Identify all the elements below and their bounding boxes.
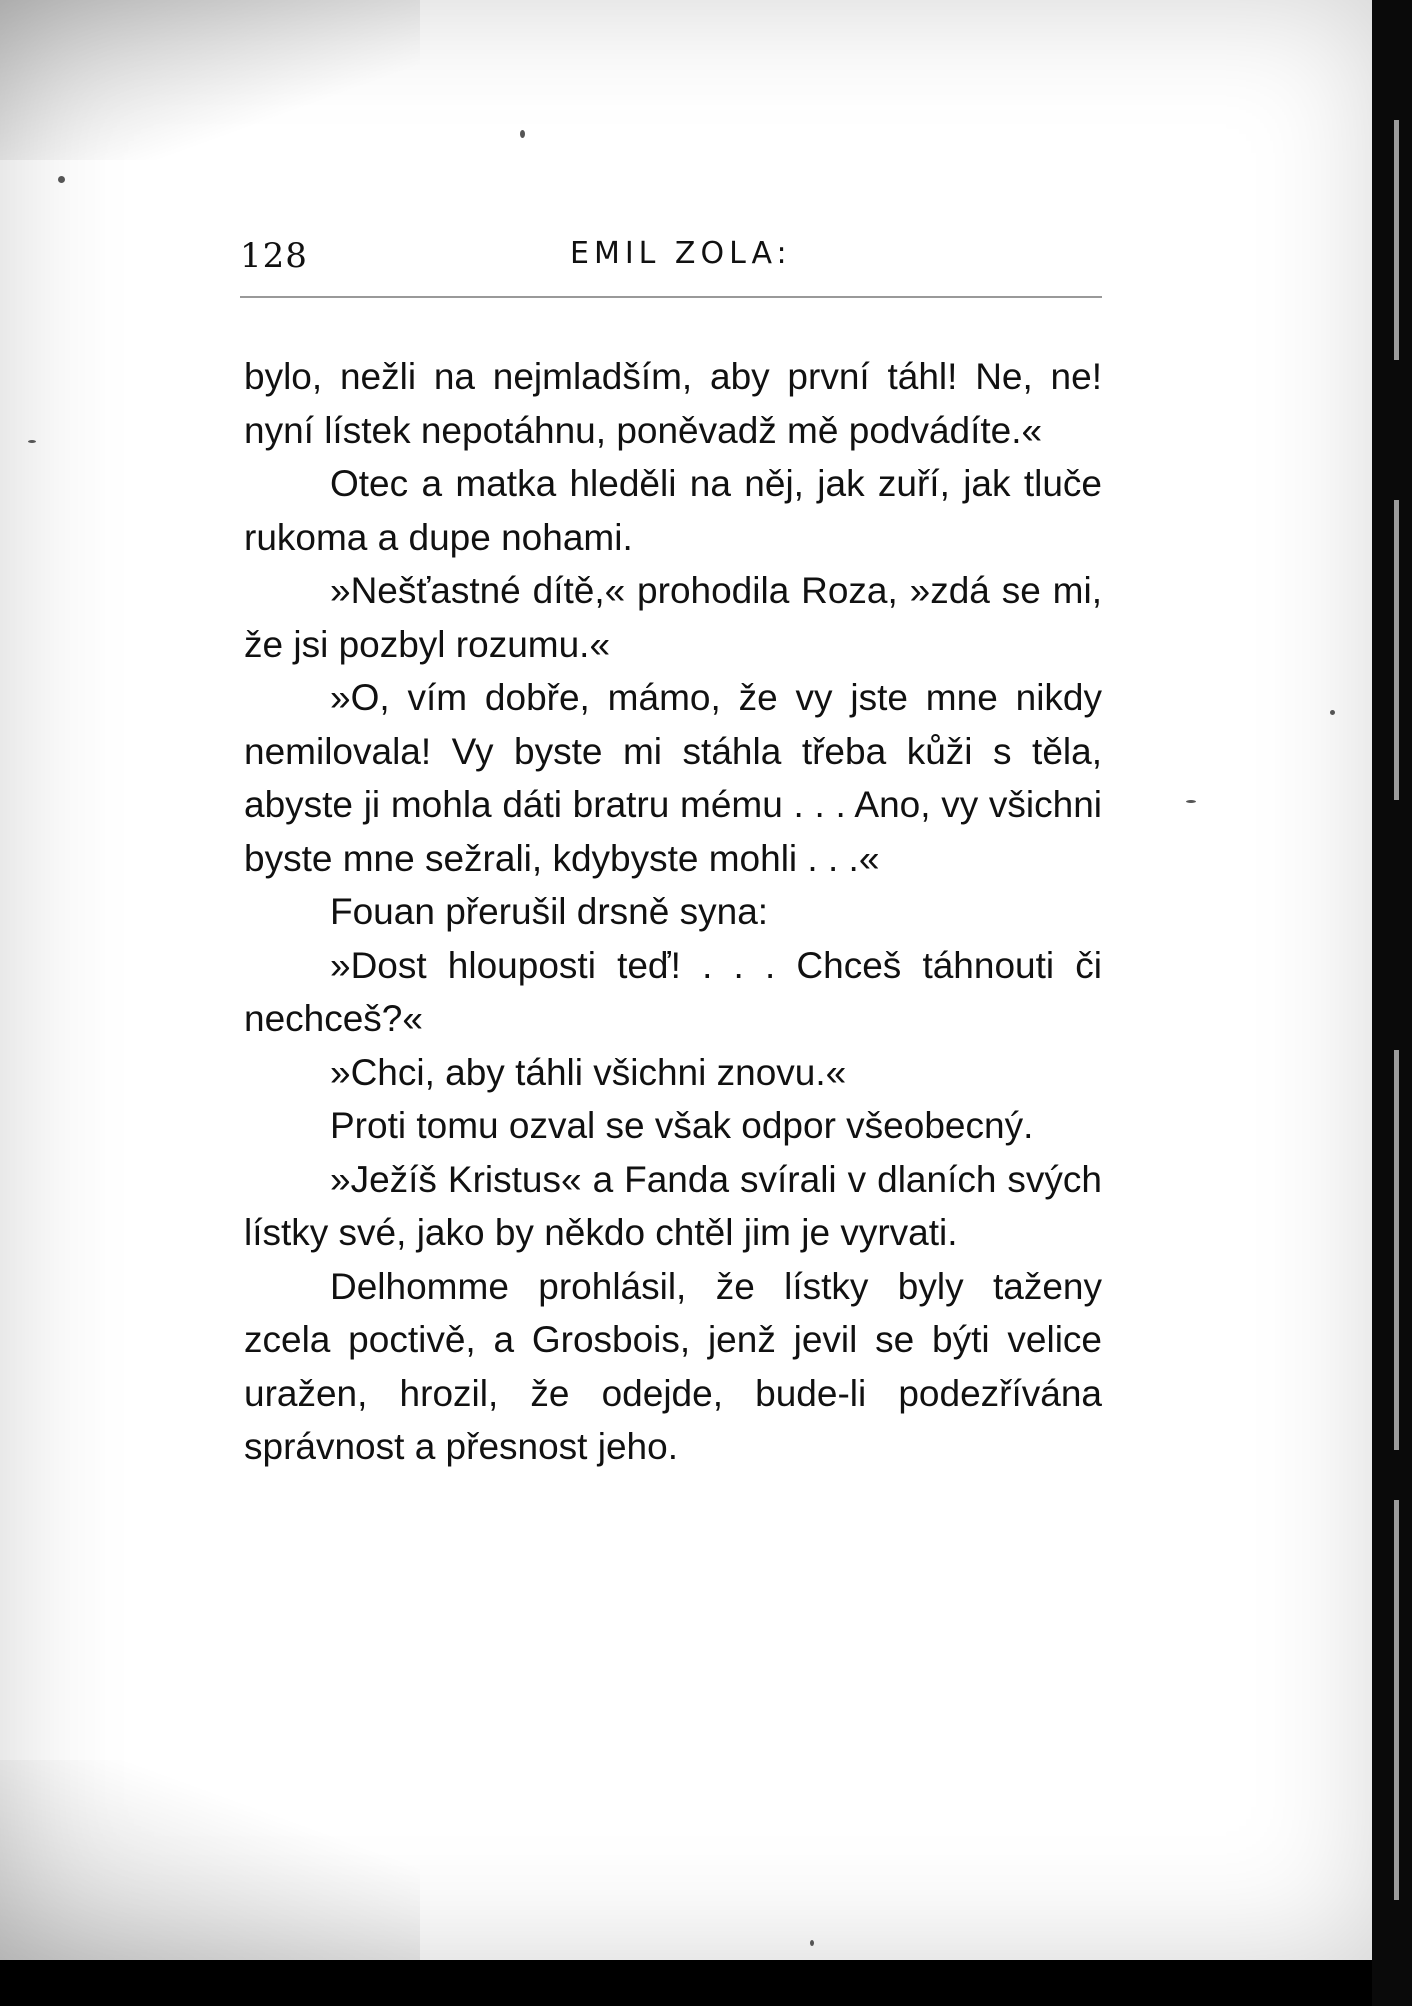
paper-speck (1330, 710, 1335, 715)
paragraph: »Dost hlouposti teď! . . . Chceš táhnouti či nechceš?« (244, 944, 1102, 1039)
body-text (244, 350, 1102, 1474)
paper-speck (810, 1940, 814, 1946)
paragraph: Proti tomu ozval se však odpor všeobecný. (330, 1105, 1034, 1146)
scan-edge (1372, 0, 1412, 2006)
page-number: 128 (240, 236, 308, 276)
running-title: EMIL ZOLA: (570, 236, 792, 271)
header-rule (240, 296, 1102, 298)
page-header (240, 236, 1102, 306)
paragraph-continuation: bylo, nežli na nejmladším, aby první táhl! Ne, ne! nyní lístek nepotáhnu, poněvadž mě podvádíte.« (244, 356, 1102, 451)
paragraph: »Ježíš Kristus« a Fanda svírali v dlaních svých lístky své, jako by někdo chtěl jim je vyrvati. (244, 1158, 1102, 1253)
paper-speck (28, 440, 36, 443)
paragraph: »O, vím dobře, mámo, že vy jste mne nikdy nemilovala! Vy byste mi stáhla třeba kůži s těla, abyste ji mohla dáti bratru mému . . . Ano, vy všichni byste mne sežrali, kdybyste mohli . . .« (244, 677, 1102, 879)
paragraph: Delhomme prohlásil, že lístky byly taženy zcela poctivě, a Grosbois, jenž jevil se býti velice uražen, hrozil, že odejde, bude-li podezřívána správnost a přesnost jeho. (244, 1265, 1102, 1467)
paragraph: Fouan přerušil drsně syna: (330, 891, 769, 932)
paper-speck (58, 176, 65, 183)
paper-speck (520, 130, 525, 138)
paper-speck (1186, 800, 1196, 803)
paragraph: Otec a matka hleděli na něj, jak zuří, jak tluče rukoma a dupe nohami. (244, 463, 1102, 558)
paragraph: »Chci, aby táhli všichni znovu.« (330, 1051, 847, 1093)
paragraph: »Nešťastné dítě,« prohodila Roza, »zdá se mi, že jsi pozbyl rozumu.« (244, 570, 1102, 665)
